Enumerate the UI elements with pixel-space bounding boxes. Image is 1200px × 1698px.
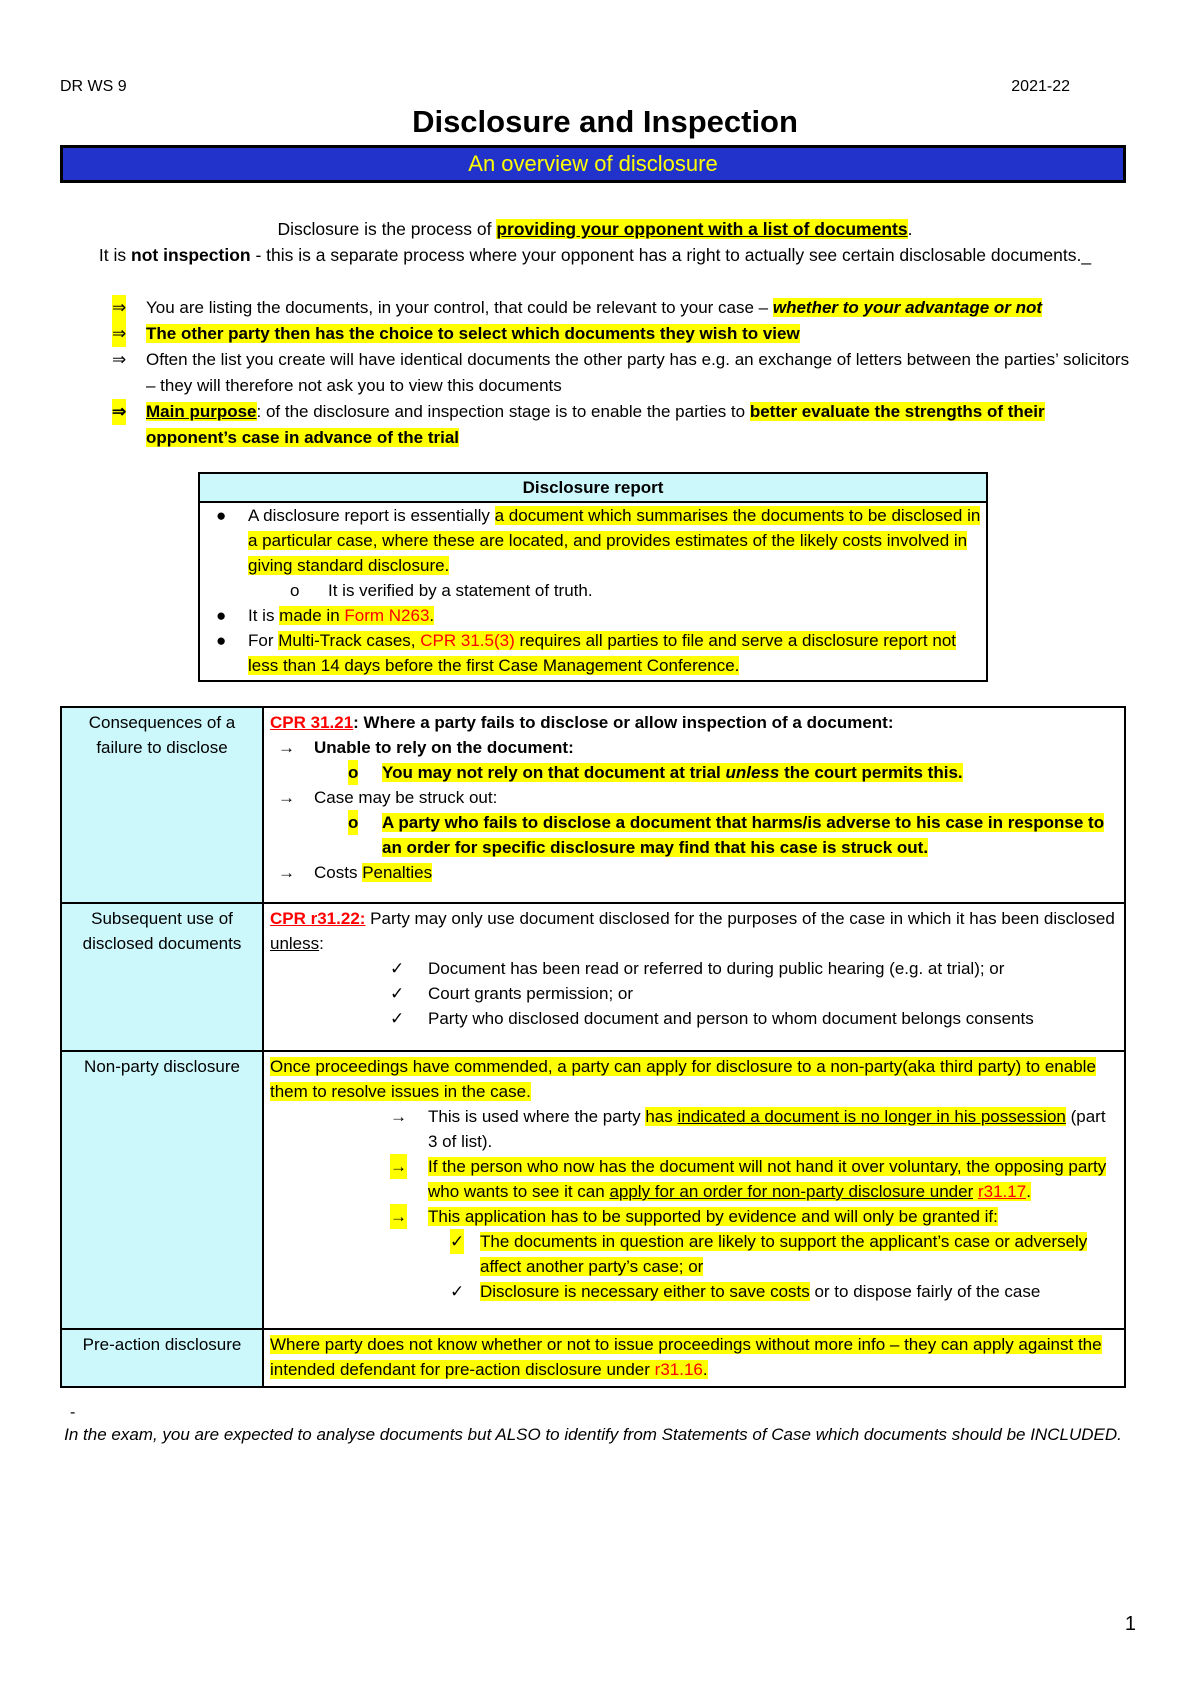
double-arrow-icon: ⇒ bbox=[112, 295, 126, 321]
arrow-icon: → bbox=[278, 788, 295, 807]
double-arrow-icon: ⇒ bbox=[112, 350, 127, 369]
table-row bbox=[61, 707, 1125, 903]
list-item: ⇒ You are listing the documents, in your control, that could be relevant to your case – whether to your advantage or not bbox=[102, 295, 1132, 321]
row-content: CPR r31.22: Party may only use document disclosed for the purposes of the case in which it has been disclosed unless: ✓ Document has been read or referred to during public hearing (e.g. at trial); or ✓ Court grants permission; or ✓ Party who disclosed document and person to whom document belongs consents bbox=[263, 903, 1125, 1051]
row-content: Where party does not know whether or not to issue proceedings without more info – they can apply against the intended defendant for pre-action disclosure under r31.16. bbox=[263, 1329, 1125, 1387]
circle-bullet-icon: o bbox=[348, 760, 358, 785]
exam-note: In the exam, you are expected to analyse documents but ALSO to identify from Statements of Case which documents should be INCLUDED. bbox=[64, 1425, 1122, 1444]
check-icon: ✓ bbox=[390, 959, 405, 978]
intro-line-1: Disclosure is the process of providing your opponent with a list of documents. bbox=[277, 219, 913, 239]
circle-bullet-icon: o bbox=[348, 810, 358, 835]
dash-mark: - bbox=[70, 1404, 76, 1421]
check-icon: ✓ bbox=[450, 1282, 465, 1301]
double-arrow-icon: ⇒ bbox=[112, 321, 126, 347]
row-content: Once proceedings have commended, a party can apply for disclosure to a non-party(aka third party) to enable them to resolve issues in the case. → This is used where the party has indicated a document is no longer in his possession (part 3 of list). → If the person who now has the document will not hand it over voluntary, the opposing party who wants to see it can apply for an order for non-party disclosure under r31.17. → This application has to be supported by evidence and will only be granted if: ✓ The documents in question are likely to support the applicant’s case or adversely affect another party’s case; or ✓ Disclosure is necessary either to save costs or to dispose fairly of the case bbox=[263, 1051, 1125, 1329]
table-row bbox=[61, 903, 1125, 1051]
bullet-icon: ● bbox=[216, 631, 227, 650]
arrow-icon: → bbox=[390, 1107, 407, 1126]
row-label: Non-party disclosure bbox=[61, 1051, 263, 1329]
report-list bbox=[200, 503, 986, 680]
list-item: ● For Multi-Track cases, CPR 31.5(3) requires all parties to file and serve a disclosure report not less than 14 days before the first Case Management Conference. bbox=[204, 628, 982, 678]
rules-table bbox=[60, 706, 1126, 1388]
report-heading: Disclosure report bbox=[200, 474, 986, 503]
disclosure-report-box bbox=[198, 472, 988, 682]
row-label: Pre-action disclosure bbox=[61, 1329, 263, 1387]
bullet-icon: ● bbox=[216, 606, 227, 625]
arrow-icon: → bbox=[390, 1154, 407, 1179]
list-item: ⇒ Often the list you create will have identical documents the other party has e.g. an exchange of letters between the parties’ solicitors – they will therefore not ask you to view this documents bbox=[102, 347, 1132, 399]
list-item: ● A disclosure report is essentially a document which summarises the documents to be disclosed in a particular case, where these are located, and provides estimates of the likely costs involved in giving standard disclosure. bbox=[204, 503, 982, 578]
page-title: Disclosure and Inspection bbox=[412, 104, 798, 139]
arrow-icon: → bbox=[278, 738, 295, 757]
table-row bbox=[61, 1051, 1125, 1329]
overview-bullets bbox=[102, 295, 1132, 451]
table-row bbox=[61, 1329, 1125, 1387]
list-item: ⇒ The other party then has the choice to select which documents they wish to view bbox=[102, 321, 1132, 347]
circle-bullet-icon: o bbox=[290, 581, 300, 600]
arrow-icon: → bbox=[278, 863, 295, 882]
page-number: 1 bbox=[1124, 1613, 1136, 1635]
row-label: Consequences of a failure to disclose bbox=[61, 707, 263, 903]
bullet-icon: ● bbox=[216, 506, 227, 525]
row-content: CPR 31.21: Where a party fails to disclose or allow inspection of a document: → Unable to rely on the document: o You may not rely on that document at trial unless the court permits this. → Case may be struck out: o A party who fails to disclose a document that harms/is adverse to his case in response to an order for specific disclosure may find that his case is struck out. → Costs Penalties bbox=[263, 707, 1125, 903]
list-item: ● It is made in Form N263. bbox=[204, 603, 982, 628]
double-arrow-icon: ⇒ bbox=[112, 399, 126, 425]
check-icon: ✓ bbox=[390, 984, 405, 1003]
header-course-code: DR WS 9 bbox=[60, 78, 127, 95]
check-icon: ✓ bbox=[390, 1009, 405, 1028]
arrow-icon: → bbox=[390, 1204, 407, 1229]
row-label: Subsequent use of disclosed documents bbox=[61, 903, 263, 1051]
intro-paragraph bbox=[70, 216, 1120, 268]
intro-line-2: It is not inspection - this is a separate process where your opponent has a right to actually see certain disclosable documents._ bbox=[98, 245, 1092, 265]
list-item: ⇒ Main purpose: of the disclosure and inspection stage is to enable the parties to better evaluate the strengths of their opponent’s case in advance of the trial bbox=[102, 399, 1132, 451]
header-year: 2021-22 bbox=[1011, 78, 1070, 95]
check-icon: ✓ bbox=[450, 1229, 464, 1254]
section-banner: An overview of disclosure bbox=[60, 145, 1126, 183]
list-item: o It is verified by a statement of truth. bbox=[204, 578, 982, 603]
